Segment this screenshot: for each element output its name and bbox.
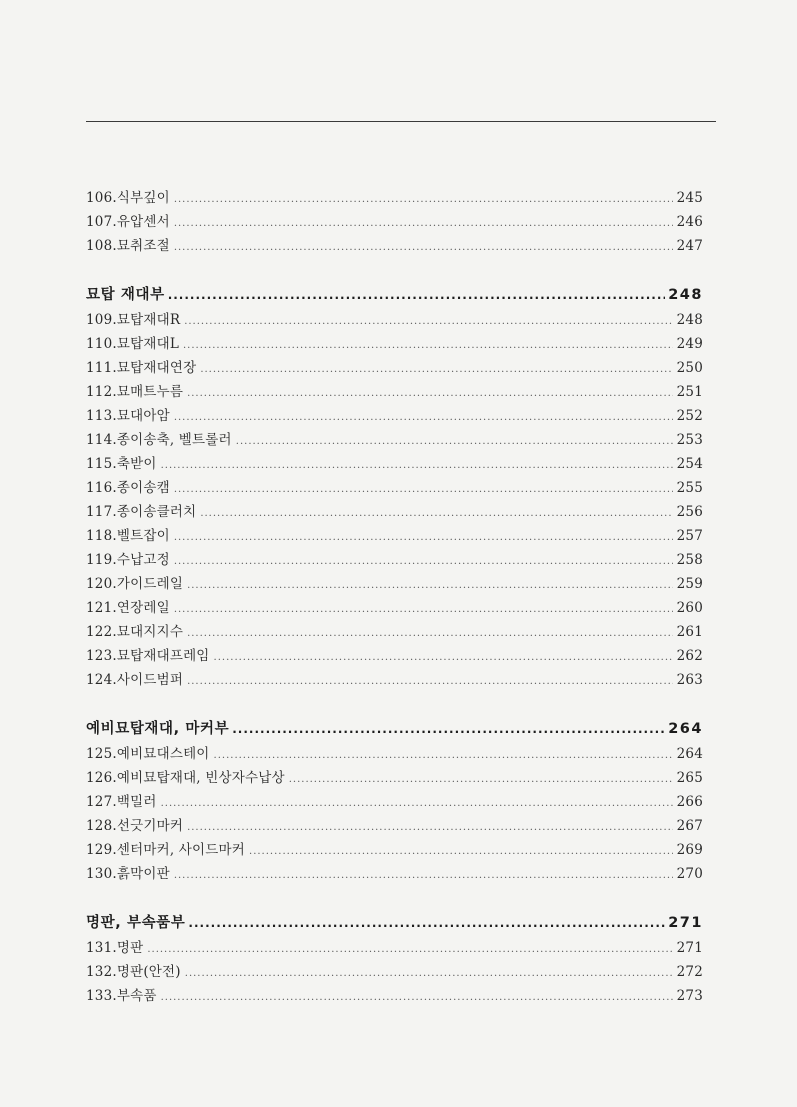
toc-entry-label: 115.축받이	[86, 456, 157, 472]
toc-entry-label: 114.종이송축, 벨트롤러	[86, 432, 232, 448]
toc-entry-label: 117.종이송클러치	[86, 504, 197, 520]
dot-leader	[161, 454, 673, 478]
toc-entry-label: 109.묘탑재대R	[86, 312, 181, 328]
toc-entry-label: 123.묘탑재대프레임	[86, 648, 210, 664]
toc-entry[interactable]	[86, 984, 703, 1008]
toc-entry-label: 113.묘대아암	[86, 408, 170, 424]
dot-leader	[236, 430, 673, 454]
toc-entry[interactable]	[86, 476, 703, 500]
dot-leader	[249, 840, 673, 864]
toc-entry-page: 252	[676, 408, 703, 424]
section-page: 271	[668, 915, 703, 931]
dot-leader	[147, 938, 672, 962]
dot-leader	[174, 478, 673, 502]
dot-leader	[174, 526, 673, 550]
dot-leader	[161, 986, 673, 1010]
toc-entry[interactable]	[86, 428, 703, 452]
toc-entry-page: 254	[676, 456, 703, 472]
toc-entry-page: 247	[676, 238, 703, 254]
toc-entry-page: 248	[676, 312, 703, 328]
toc-group-1	[86, 308, 703, 692]
toc-entry-label: 119.수납고정	[86, 552, 170, 568]
section-title: 묘탑 재대부	[86, 287, 165, 303]
toc-entry-label: 126.예비묘탑재대, 빈상자수납상	[86, 770, 285, 786]
dot-leader	[200, 358, 672, 382]
dot-leader	[232, 716, 665, 742]
toc-entry-label: 132.명판(안전)	[86, 964, 181, 980]
toc-entry-label: 116.종이송캠	[86, 480, 170, 496]
toc-entry-page: 269	[676, 842, 703, 858]
toc-entry-page: 246	[676, 214, 703, 230]
toc-entry-label: 131.명판	[86, 940, 144, 956]
dot-leader	[185, 962, 673, 986]
toc-entry-page: 260	[676, 600, 703, 616]
section-gap	[86, 886, 703, 910]
toc-entry-page: 249	[676, 336, 703, 352]
toc-entry[interactable]	[86, 596, 703, 620]
toc-entry-label: 112.묘매트누름	[86, 384, 184, 400]
toc-entry-page: 255	[676, 480, 703, 496]
toc-entry-page: 258	[676, 552, 703, 568]
toc-entry[interactable]	[86, 960, 703, 984]
toc-entry-label: 108.묘취조절	[86, 238, 170, 254]
header-rule	[86, 121, 716, 122]
toc-entry-page: 251	[676, 384, 703, 400]
toc-entry[interactable]	[86, 452, 703, 476]
toc-entry[interactable]	[86, 548, 703, 572]
section-gap	[86, 258, 703, 282]
toc-entry-page: 271	[676, 940, 703, 956]
section-page: 264	[668, 721, 703, 737]
section-title: 명판, 부속품부	[86, 915, 186, 931]
toc-entry[interactable]	[86, 572, 703, 596]
section-page: 248	[668, 287, 703, 303]
dot-leader	[187, 816, 673, 840]
toc-entry[interactable]	[86, 380, 703, 404]
toc-entry-label: 118.벨트잡이	[86, 528, 170, 544]
toc-entry-page: 266	[676, 794, 703, 810]
dot-leader	[184, 310, 672, 334]
toc-entry-page: 273	[676, 988, 703, 1004]
toc-entry[interactable]	[86, 814, 703, 838]
toc-entry[interactable]	[86, 404, 703, 428]
toc-entry[interactable]	[86, 308, 703, 332]
toc-entry-page: 265	[676, 770, 703, 786]
toc-entry-page: 250	[676, 360, 703, 376]
toc-entry[interactable]	[86, 862, 703, 886]
toc-entry-page: 270	[676, 866, 703, 882]
dot-leader	[214, 646, 673, 670]
toc-entry-label: 107.유압센서	[86, 214, 170, 230]
toc-entry-page: 261	[676, 624, 703, 640]
toc-entry[interactable]	[86, 356, 703, 380]
toc-entry-page: 259	[676, 576, 703, 592]
toc-entry[interactable]	[86, 332, 703, 356]
dot-leader	[183, 334, 673, 358]
toc-entry-label: 130.흙막이판	[86, 866, 170, 882]
toc-entry-label: 133.부속품	[86, 988, 157, 1004]
toc-entry[interactable]	[86, 620, 703, 644]
dot-leader	[289, 768, 673, 792]
toc-entry-page: 264	[676, 746, 703, 762]
toc-section-heading[interactable]	[86, 282, 703, 308]
toc-entry-label: 122.묘대지지수	[86, 624, 184, 640]
dot-leader	[187, 670, 673, 694]
dot-leader	[174, 598, 673, 622]
toc-entry-page: 257	[676, 528, 703, 544]
toc-entry-label: 121.연장레일	[86, 600, 170, 616]
toc-entry[interactable]	[86, 790, 703, 814]
dot-leader	[174, 212, 673, 236]
toc-entry-label: 110.묘탑재대L	[86, 336, 179, 352]
toc-entry-page: 267	[676, 818, 703, 834]
toc-entry[interactable]	[86, 500, 703, 524]
toc-entry-page: 253	[676, 432, 703, 448]
toc-entry[interactable]	[86, 742, 703, 766]
toc-entry-page: 245	[676, 190, 703, 206]
dot-leader	[187, 622, 673, 646]
toc-entry-page: 262	[676, 648, 703, 664]
toc-entry-label: 111.묘탑재대연장	[86, 360, 197, 376]
toc-group-0	[86, 186, 703, 258]
dot-leader	[174, 406, 673, 430]
dot-leader	[187, 574, 673, 598]
dot-leader	[174, 864, 673, 888]
toc-entry-label: 128.선긋기마커	[86, 818, 184, 834]
dot-leader	[168, 282, 666, 308]
dot-leader	[187, 382, 673, 406]
toc-entry[interactable]	[86, 524, 703, 548]
toc-entry-label: 127.백밀러	[86, 794, 157, 810]
toc-entry-label: 129.센터마커, 사이드마커	[86, 842, 246, 858]
toc-entry[interactable]	[86, 838, 703, 862]
toc-entry[interactable]	[86, 644, 703, 668]
dot-leader	[174, 550, 673, 574]
toc-entry-label: 120.가이드레일	[86, 576, 184, 592]
toc-entry-page: 263	[676, 672, 703, 688]
dot-leader	[174, 236, 673, 260]
toc-entry-page: 272	[676, 964, 703, 980]
dot-leader	[174, 188, 673, 212]
toc-section-heading[interactable]	[86, 716, 703, 742]
toc-entry[interactable]	[86, 210, 703, 234]
toc-entry[interactable]	[86, 234, 703, 258]
toc-entry[interactable]	[86, 668, 703, 692]
section-title: 예비묘탑재대, 마커부	[86, 721, 230, 737]
toc-entry-label: 125.예비묘대스테이	[86, 746, 210, 762]
toc-entry[interactable]	[86, 766, 703, 790]
section-gap	[86, 692, 703, 716]
toc-entry-label: 124.사이드범퍼	[86, 672, 184, 688]
toc-entry[interactable]	[86, 936, 703, 960]
dot-leader	[188, 910, 665, 936]
dot-leader	[200, 502, 672, 526]
dot-leader	[214, 744, 673, 768]
toc-group-2	[86, 742, 703, 886]
toc-entry-page: 256	[676, 504, 703, 520]
table-of-contents	[86, 186, 703, 1008]
toc-group-3	[86, 936, 703, 1008]
toc-entry-label: 106.식부깊이	[86, 190, 170, 206]
toc-section-heading[interactable]	[86, 910, 703, 936]
dot-leader	[161, 792, 673, 816]
toc-entry[interactable]	[86, 186, 703, 210]
